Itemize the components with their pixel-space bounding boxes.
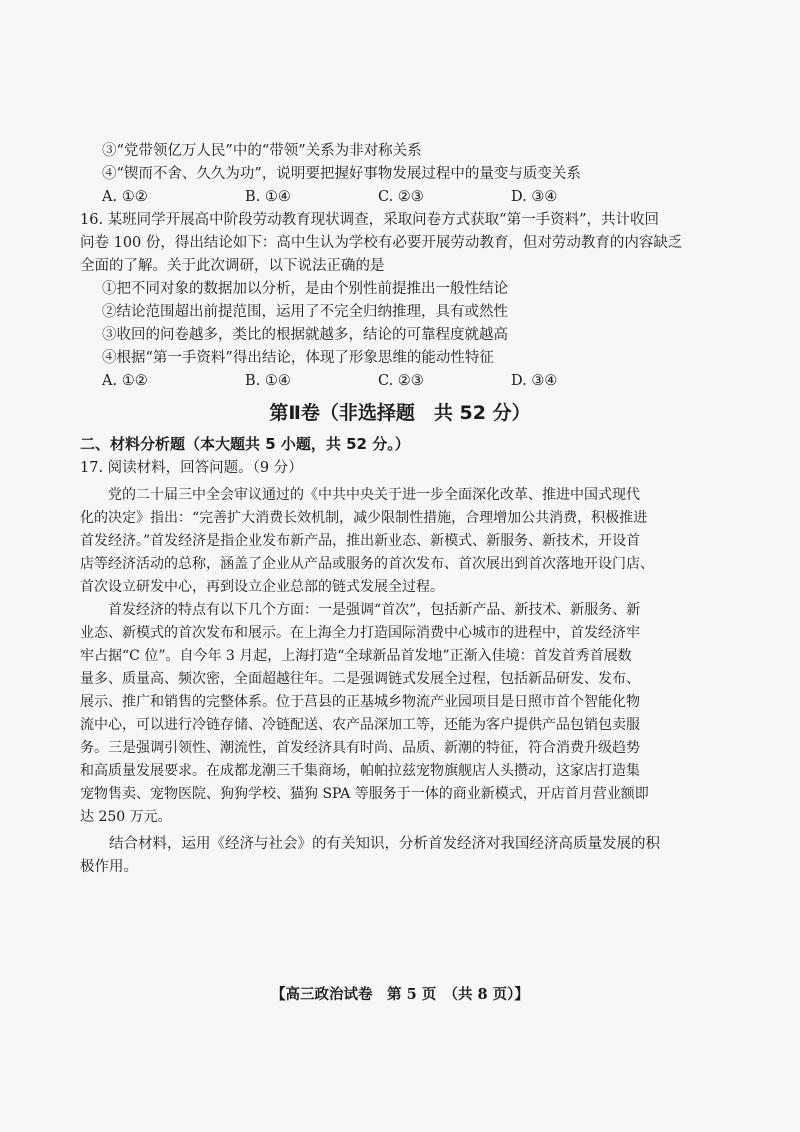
- q17-material-line: 宠物售卖、宠物医院、狗狗学校、猫狗 SPA 等服务于一体的商业新模式，开店首月营业额即: [80, 786, 649, 802]
- q17-material-line: 首发经济。”首发经济是指企业发布新产品，推出新业态、新模式、新服务、新技术，开设首: [80, 533, 641, 549]
- q16-option-d: D. ③④: [511, 373, 558, 389]
- q17-material-line: 店等经济活动的总称，涵盖了企业从产品或服务的首次发布、首次展出到首次落地开设门店、: [80, 556, 654, 572]
- q17-material-line: 展示、推广和销售的完整体系。位于莒县的正基城乡物流产业园项目是日照市首个智能化物: [80, 694, 640, 710]
- page-footer: 【高三政治试卷 第 5 页 （共 8 页）】: [271, 986, 529, 1003]
- q16-stem-line-3: 全面的了解。关于此次调研，以下说法正确的是: [80, 258, 385, 274]
- q16-stem-line-1: 16. 某班同学开展高中阶段劳动教育现状调查，采取问卷方式获取“第一手资料”，共计收回: [80, 212, 659, 228]
- q15-option-d: D. ③④: [511, 189, 558, 205]
- q17-material-line: 业态、新模式的首次发布和展示。在上海全力打造国际消费中心城市的进程中，首发经济牢: [80, 625, 640, 641]
- section-heading: 二、材料分析题（本大题共 5 小题，共 52 分。）: [80, 435, 410, 453]
- q17-header: 17. 阅读材料，回答问题。（9 分）: [80, 460, 303, 476]
- q16-statement-2: ②结论范围超出前提范围，运用了不完全归纳推理，具有或然性: [102, 304, 508, 320]
- q17-material-line: 首发经济的特点有以下几个方面：一是强调“首次”，包括新产品、新技术、新服务、新: [80, 602, 641, 618]
- q16-stem-line-2: 问卷 100 份，得出结论如下：高中生认为学校有必要开展劳动教育，但对劳动教育的内容缺乏: [80, 235, 683, 251]
- q17-material-line: 和高质量发展要求。在成都龙潮三千集商场，帕帕拉兹宠物旗舰店人头攒动，这家店打造集: [80, 763, 640, 779]
- q16-statement-4: ④根据“第一手资料”得出结论，体现了形象思维的能动性特征: [102, 350, 494, 366]
- q16-statement-3: ③收回的问卷越多，类比的根据就越多，结论的可靠程度就越高: [102, 327, 508, 343]
- q16-option-a: A. ①②: [102, 373, 148, 389]
- q17-material-line: 量多、质量高、频次密，全面超越往年。二是强调链式发展全过程，包括新品研发、发布、: [80, 671, 640, 687]
- q17-material-line: 党的二十届三中全会审议通过的《中共中央关于进一步全面深化改革、推进中国式现代: [80, 487, 640, 503]
- q17-question-line: 极作用。: [80, 859, 138, 875]
- q17-material-line: 达 250 万元。: [80, 809, 172, 825]
- q16-statement-1: ①把不同对象的数据加以分析，是由个别性前提推出一般性结论: [102, 281, 508, 297]
- q15-option-c: C. ②③: [378, 189, 424, 205]
- q17-material-line: 流中心，可以进行冷链存储、冷链配送、农产品深加工等，还能为客户提供产品包销包卖服: [80, 717, 640, 733]
- q15-option-b: B. ①④: [245, 189, 291, 205]
- q15-option-a: A. ①②: [102, 189, 148, 205]
- q15-statement-4: ④“锲而不舍、久久为功”，说明要把握好事物发展过程中的量变与质变关系: [102, 166, 581, 182]
- q17-question-line: 结合材料，运用《经济与社会》的有关知识，分析首发经济对我国经济高质量发展的积: [80, 836, 660, 852]
- q17-material-line: 首次设立研发中心，再到设立企业总部的链式发展全过程。: [80, 579, 444, 595]
- q15-statement-3: ③“党带领亿万人民”中的“带领”关系为非对称关系: [102, 143, 422, 159]
- q17-material-line: 化的决定》指出：“完善扩大消费长效机制，减少限制性措施，合理增加公共消费，积极推进: [80, 510, 648, 526]
- q16-option-c: C. ②③: [378, 373, 424, 389]
- q17-material-line: 牢占据“C 位”。自今年 3 月起，上海打造“全球新品首发地”正渐入佳境：首发首秀首展数: [80, 648, 632, 664]
- q17-material-line: 务。三是强调引领性、潮流性，首发经济具有时尚、品质、新潮的特征，符合消费升级趋势: [80, 740, 640, 756]
- q16-option-b: B. ①④: [245, 373, 291, 389]
- part2-title: 第Ⅱ卷（非选择题 共 52 分）: [269, 402, 531, 424]
